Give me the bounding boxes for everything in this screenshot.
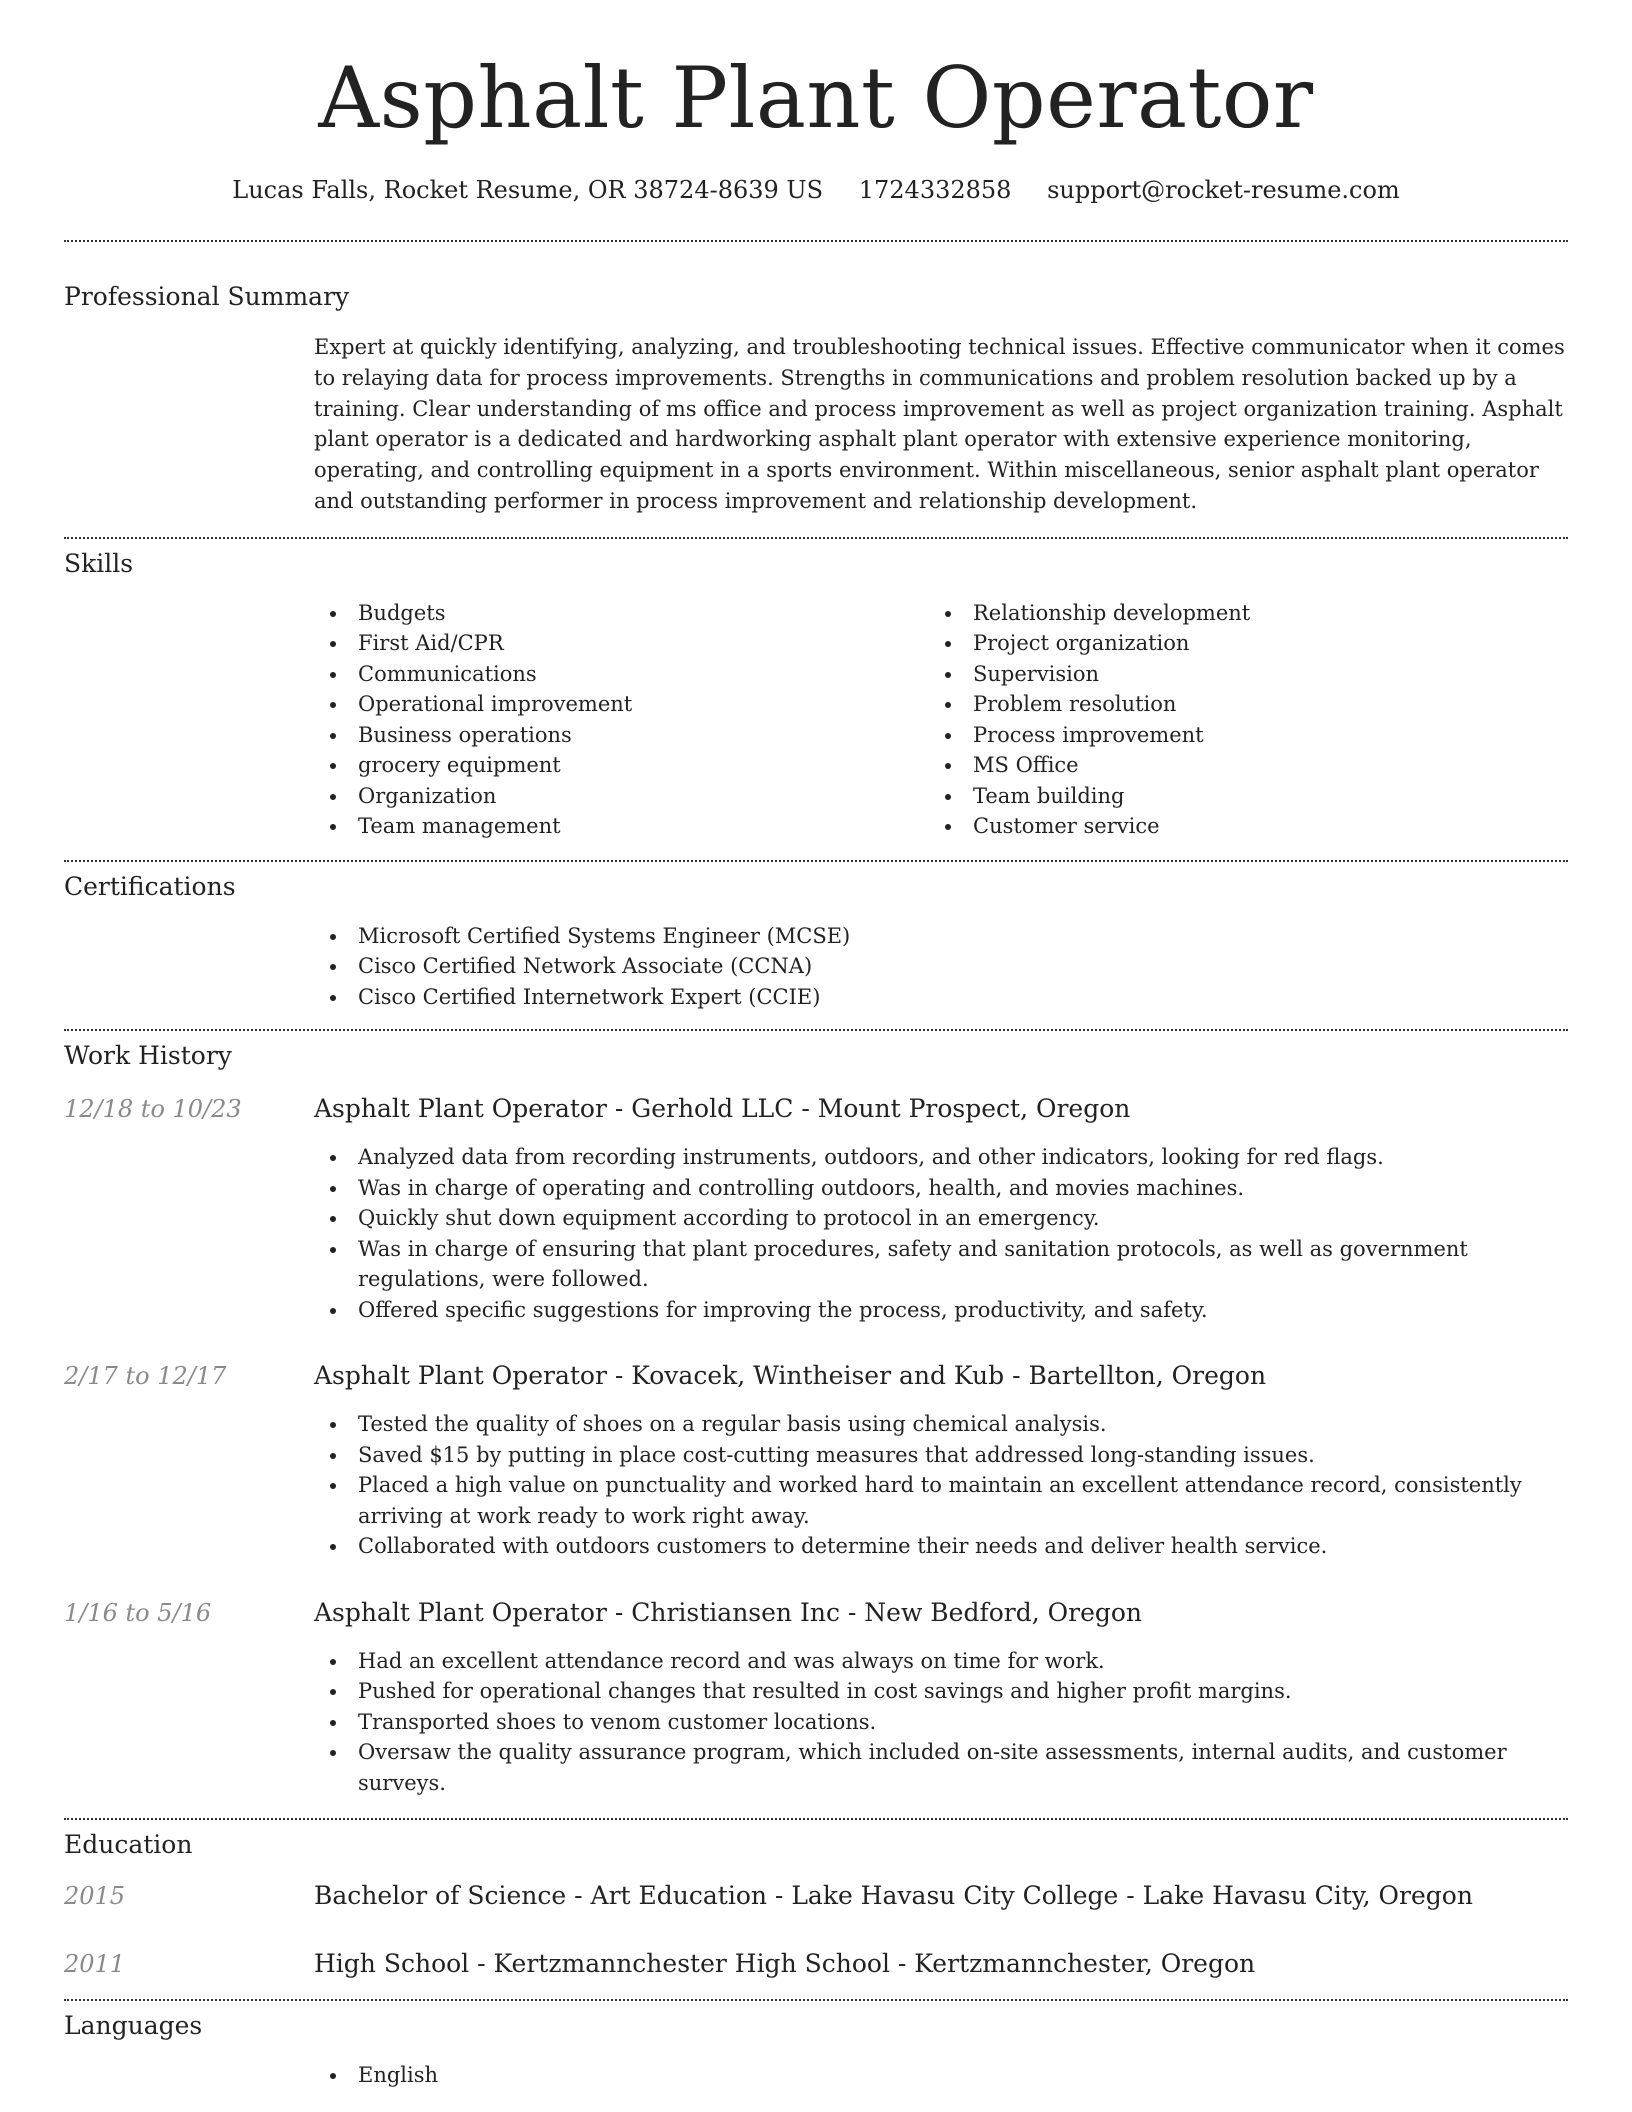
list-item: Problem resolution xyxy=(929,689,1544,720)
resume-name: Asphalt Plant Operator xyxy=(318,49,1314,147)
job-entry xyxy=(64,1598,1568,1799)
list-item: Cisco Certified Network Associate (CCNA) xyxy=(314,951,1568,982)
section-divider xyxy=(64,1818,1568,1820)
skills-title: Skills xyxy=(64,548,134,578)
education-heading: High School - Kertzmannchester High School - Kertzmannchester, Oregon xyxy=(314,1949,1256,1979)
list-item: Oversaw the quality assurance program, which included on-site assessments, internal audits, and customer surveys. xyxy=(314,1737,1568,1798)
list-item: Supervision xyxy=(929,659,1544,690)
list-item: Offered specific suggestions for improving the process, productivity, and safety. xyxy=(314,1295,1568,1326)
list-item: Communications xyxy=(314,659,929,690)
list-item: Collaborated with outdoors customers to determine their needs and deliver health service. xyxy=(314,1531,1568,1562)
education-year: 2015 xyxy=(64,1882,126,1911)
list-item: Customer service xyxy=(929,811,1544,842)
languages-list xyxy=(314,2060,1568,2091)
job-entry xyxy=(64,1094,1568,1325)
list-item: Project organization xyxy=(929,628,1544,659)
job-bullets xyxy=(314,1646,1568,1799)
list-item: Team management xyxy=(314,811,929,842)
list-item: Analyzed data from recording instruments, outdoors, and other indicators, looking for red flags. xyxy=(314,1142,1568,1173)
list-item: grocery equipment xyxy=(314,750,929,781)
job-bullets xyxy=(314,1409,1568,1562)
list-item: Saved $15 by putting in place cost-cutting measures that addressed long-standing issues. xyxy=(314,1440,1568,1471)
section-divider xyxy=(64,1999,1568,2001)
contact-email: support@rocket-resume.com xyxy=(1047,176,1400,204)
job-body xyxy=(314,1094,1568,1325)
education-year: 2011 xyxy=(64,1950,126,1979)
list-item: English xyxy=(314,2060,1568,2091)
list-item: Operational improvement xyxy=(314,689,929,720)
list-item: MS Office xyxy=(929,750,1544,781)
list-item: Process improvement xyxy=(929,720,1544,751)
list-item: Cisco Certified Internetwork Expert (CCIE) xyxy=(314,982,1568,1013)
section-divider xyxy=(64,860,1568,862)
list-item: Was in charge of ensuring that plant procedures, safety and sanitation protocols, as well as government regulations, were followed. xyxy=(314,1234,1568,1295)
job-heading: Asphalt Plant Operator - Kovacek, Wintheiser and Kub - Bartellton, Oregon xyxy=(314,1361,1267,1391)
contact-phone: 1724332858 xyxy=(858,176,1012,204)
job-heading: Asphalt Plant Operator - Gerhold LLC - Mount Prospect, Oregon xyxy=(314,1094,1131,1124)
certifications-content xyxy=(314,921,1568,1013)
job-heading: Asphalt Plant Operator - Christiansen Inc - New Bedford, Oregon xyxy=(314,1597,1143,1627)
contact-address: Lucas Falls, Rocket Resume, OR 38724-8639 US xyxy=(232,176,824,204)
certifications-list xyxy=(314,921,1568,1013)
job-dates: 12/18 to 10/23 xyxy=(64,1095,242,1124)
work-history-title: Work History xyxy=(64,1041,232,1071)
job-dates: 1/16 to 5/16 xyxy=(64,1598,212,1627)
job-bullets xyxy=(314,1142,1568,1325)
list-item: Placed a high value on punctuality and worked hard to maintain an excellent attendance record, consistently arriving at work ready to work right away. xyxy=(314,1470,1568,1531)
skills-list-right xyxy=(929,598,1544,842)
education-title: Education xyxy=(64,1830,193,1860)
job-dates: 2/17 to 12/17 xyxy=(64,1362,227,1391)
education-heading: Bachelor of Science - Art Education - Lake Havasu City College - Lake Havasu City, Oregon xyxy=(314,1881,1473,1911)
resume-page xyxy=(64,0,1568,2091)
skills-list-left xyxy=(314,598,929,842)
job-body xyxy=(314,1598,1568,1799)
list-item: Was in charge of operating and controlling outdoors, health, and movies machines. xyxy=(314,1173,1568,1204)
summary-title: Professional Summary xyxy=(64,282,350,311)
education-entry xyxy=(64,1881,1568,1911)
list-item: Tested the quality of shoes on a regular basis using chemical analysis. xyxy=(314,1409,1568,1440)
list-item: Business operations xyxy=(314,720,929,751)
list-item: Had an excellent attendance record and was always on time for work. xyxy=(314,1646,1568,1677)
section-divider xyxy=(64,240,1568,242)
list-item: Quickly shut down equipment according to protocol in an emergency. xyxy=(314,1203,1568,1234)
section-divider xyxy=(64,537,1568,539)
contact-line xyxy=(64,176,1568,204)
job-entry xyxy=(64,1361,1568,1562)
education-entry xyxy=(64,1949,1568,1979)
list-item: Team building xyxy=(929,781,1544,812)
skills-grid xyxy=(314,598,1568,842)
list-item: Microsoft Certified Systems Engineer (MCSE) xyxy=(314,921,1568,952)
section-divider xyxy=(64,1029,1568,1031)
list-item: Organization xyxy=(314,781,929,812)
certifications-title: Certifications xyxy=(64,871,236,901)
list-item: Transported shoes to venom customer locations. xyxy=(314,1707,1568,1738)
list-item: Relationship development xyxy=(929,598,1544,629)
languages-content xyxy=(314,2060,1568,2091)
list-item: Budgets xyxy=(314,598,929,629)
list-item: Pushed for operational changes that resulted in cost savings and higher profit margins. xyxy=(314,1676,1568,1707)
job-body xyxy=(314,1361,1568,1562)
languages-title: Languages xyxy=(64,2011,203,2041)
list-item: First Aid/CPR xyxy=(314,628,929,659)
summary-text: Expert at quickly identifying, analyzing, and troubleshooting technical issues. Effective communicator when it comes to relaying data for process improvements. Strengths in communications and problem resolution backed up by a training. Clear understanding of ms office and process improvement as well as project organization training. Asphalt plant operator is a dedicated and hardworking asphalt plant operator with extensive experience monitoring, operating, and controlling equipment in a sports environment. Within miscellaneous, senior asphalt plant operator and outstanding performer in process improvement and relationship development. xyxy=(314,335,1565,513)
